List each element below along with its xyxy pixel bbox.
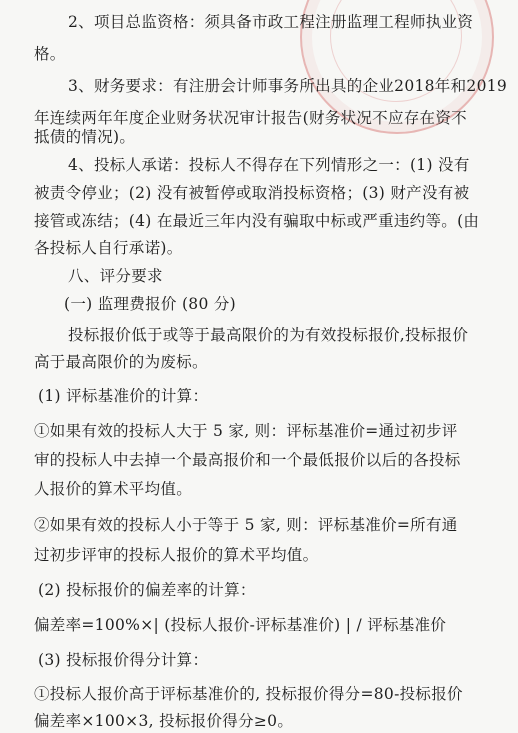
text-line: 各投标人自行承诺)。: [34, 239, 183, 257]
text-line: 4、投标人承诺：投标人不得存在下列情形之一：(1) 没有: [68, 156, 470, 174]
formula-line: 偏差率=100%×| (投标人报价-评标基准价) | / 评标基准价: [34, 616, 447, 634]
text-line: ①投标人报价高于评标基准价的, 投标报价得分=80-投标报价: [34, 685, 463, 703]
text-line: 高于最高限价的为废标。: [34, 353, 208, 371]
text-line: 接管或冻结；(4) 在最近三年内没有骗取中标或严重违约等。(由: [34, 212, 480, 230]
text-line: (2) 投标报价的偏差率的计算：: [38, 581, 256, 599]
text-line: 被责令停业；(2) 没有被暂停或取消投标资格；(3) 财产没有被: [34, 184, 470, 202]
text-line: (1) 评标基准价的计算：: [38, 387, 209, 405]
text-line: 审的投标人中去掉一个最高报价和一个最低报价以后的各投标: [34, 451, 461, 469]
text-line: 格。: [34, 45, 66, 63]
text-line: 偏差率×100×3, 投标报价得分≥0。: [34, 712, 294, 730]
text-line: ①如果有效的投标人大于 5 家, 则：评标基准价=通过初步评: [34, 422, 458, 440]
text-line: 抵债的情况)。: [34, 128, 136, 146]
text-line: (3) 投标报价得分计算：: [38, 651, 209, 669]
text-line: 年连续两年年度企业财务状况审计报告(财务状况不应存在资不: [34, 109, 467, 127]
text-line: 投标报价低于或等于最高限价的为有效投标报价,投标报价: [68, 326, 469, 344]
text-line: ②如果有效的投标人小于等于 5 家, 则：评标基准价=所有通: [34, 516, 458, 534]
text-line: 3、财务要求：有注册会计师事务所出具的企业2018年和2019: [68, 77, 508, 95]
text-line: 过初步评审的投标人报价的算术平均值。: [34, 546, 319, 564]
subsection-heading: (一) 监理费报价 (80 分): [64, 295, 236, 313]
text-line: 人报价的算术平均值。: [34, 480, 193, 498]
section-heading: 八、评分要求: [68, 267, 163, 285]
text-line: 2、项目总监资格：须具备市政工程注册监理工程师执业资: [68, 13, 474, 31]
